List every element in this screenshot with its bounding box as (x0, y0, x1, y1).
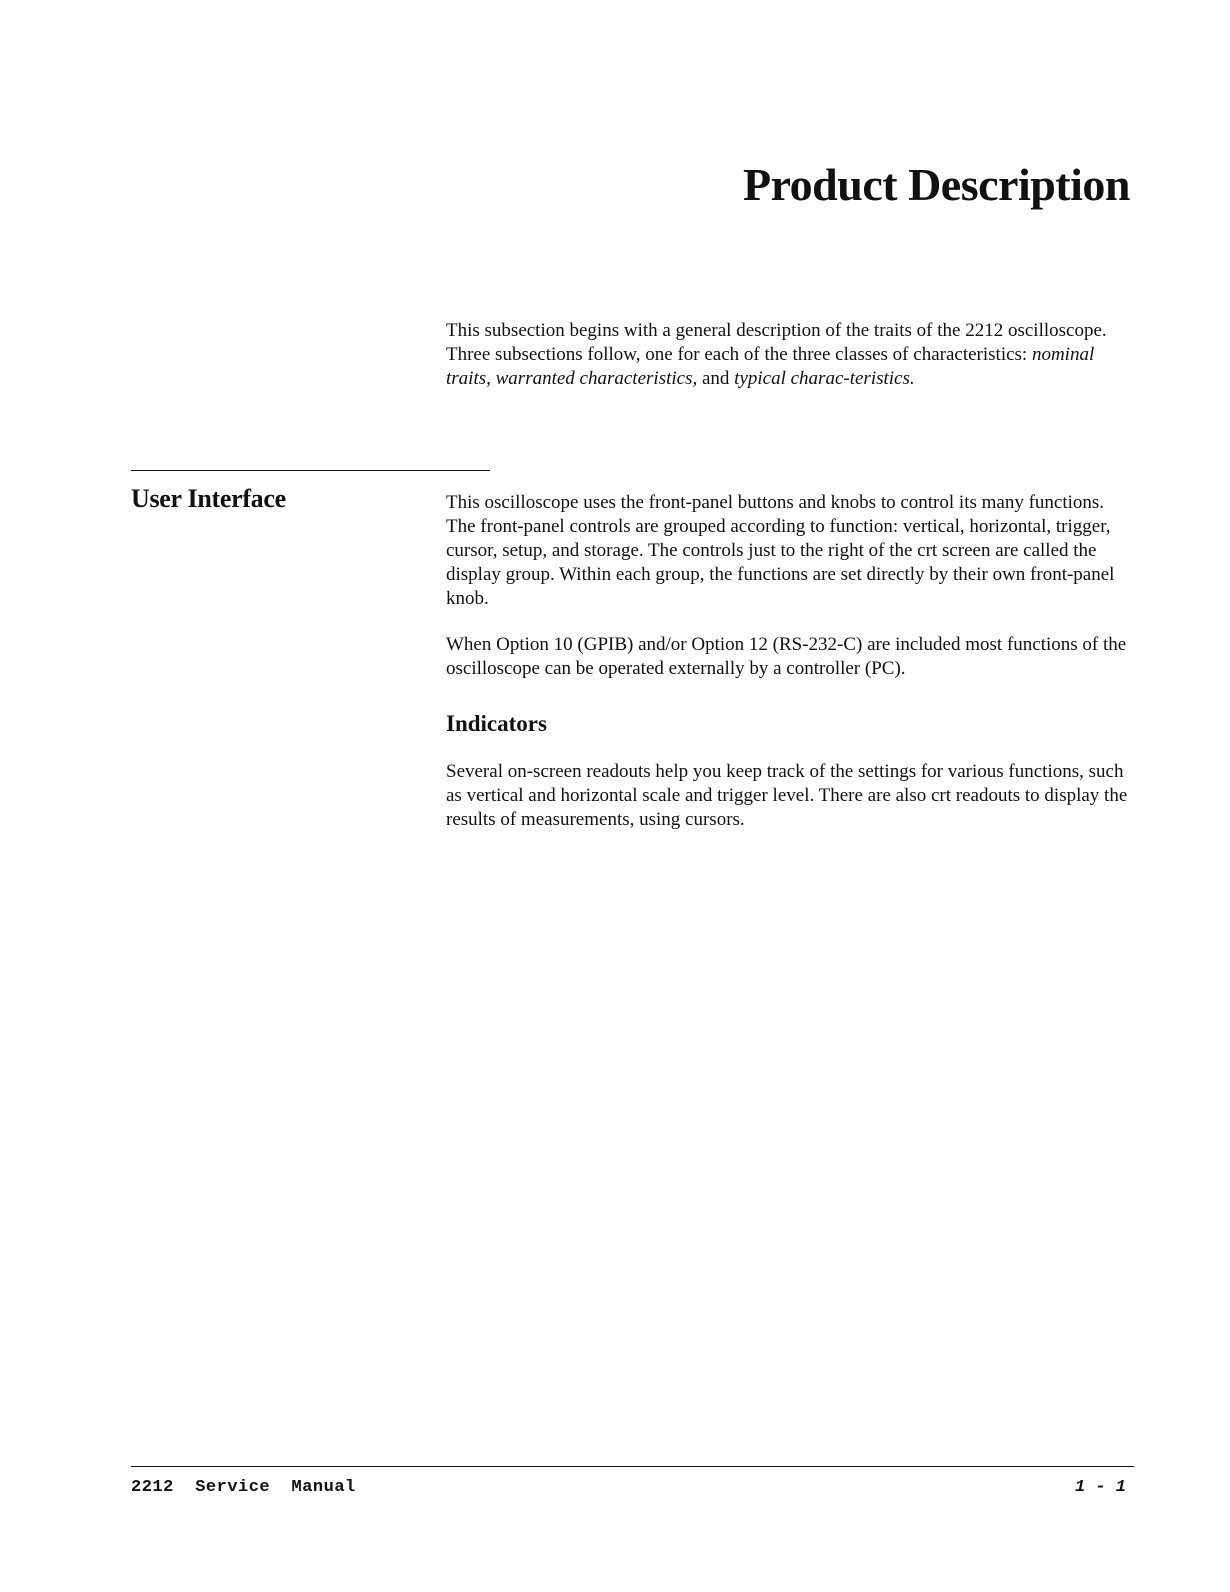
intro-emphasis-nominal-warranted: nominal traits, warranted characteristics, (446, 344, 1095, 389)
page-title: Product Description (742, 159, 1130, 210)
indicators-paragraph-text: Several on-screen readouts help you keep track of the settings for various functions, such as vertical and horizontal scale and trigger level. There are also crt readouts to display the results of measurements, using cursors. (446, 761, 1128, 830)
indicators-paragraph (446, 760, 1136, 832)
footer-page-number: 1 - 1 (1074, 1478, 1126, 1497)
intro-text-lead: This subsection begins with a general description of the traits of the 2212 oscilloscope. Three subsections follow, one for each of the three classes of characteristics: (446, 320, 1107, 365)
intro-paragraph (446, 319, 1136, 391)
subheading-indicators: Indicators (446, 711, 547, 736)
user-interface-paragraph-1 (446, 491, 1136, 611)
footer-divider (131, 1466, 1134, 1467)
section-divider (131, 470, 490, 471)
intro-text (446, 319, 1136, 391)
user-interface-paragraph-1-text: This oscilloscope uses the front-panel buttons and knobs to control its many functions. The front-panel controls are grouped according to function: vertical, horizontal, trigger, cursor, setup, and storage. The controls just to the right of the crt screen are called the display group. Within each group, the functions are set directly by their own front-panel knob. (446, 492, 1115, 609)
section-heading-user-interface: User Interface (131, 484, 286, 513)
intro-emphasis-typical: typical charac-teristics. (734, 368, 915, 389)
footer-manual-name: 2212 Service Manual (131, 1478, 356, 1497)
user-interface-paragraph-2 (446, 633, 1136, 681)
intro-text-and: and (697, 368, 735, 389)
user-interface-paragraph-2-text: When Option 10 (GPIB) and/or Option 12 (RS-232-C) are included most functions of the oscilloscope can be operated externally by a controller (PC). (446, 634, 1127, 679)
